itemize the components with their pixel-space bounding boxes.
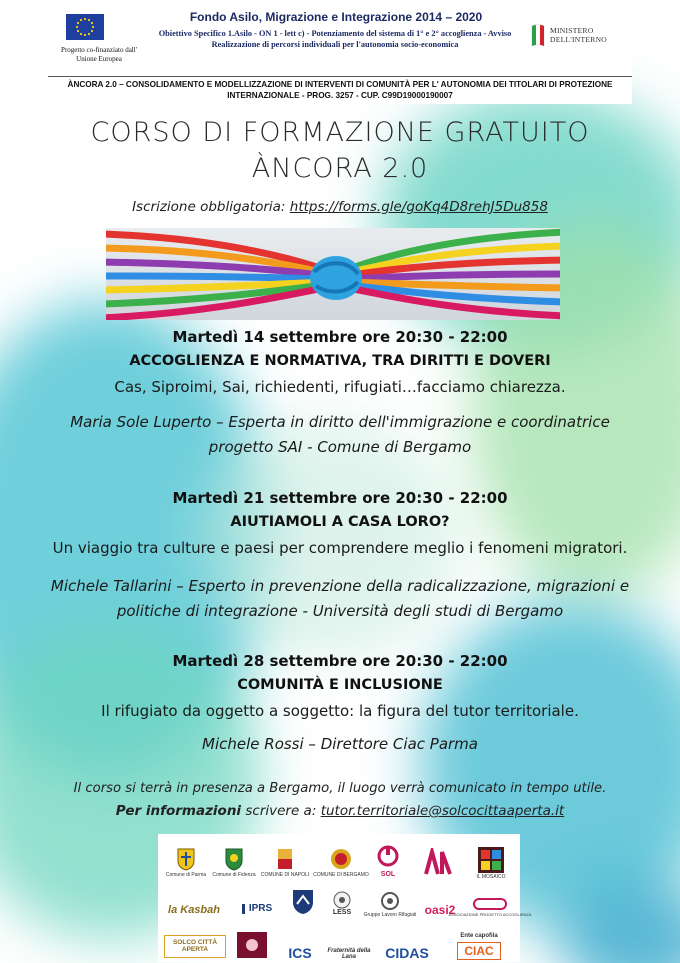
registration-line [0, 199, 680, 215]
italian-flag-icon [530, 22, 546, 48]
iprs-logo: IPRS [230, 886, 284, 914]
gruppo-lavoro-rifugiati-logo: Gruppo Lavoro Rifugiati [366, 884, 414, 918]
napoli-logo: COMUNE DI NAPOLI [262, 840, 308, 878]
rope-knot-image [106, 228, 560, 320]
cidas-logo: CIDAS [385, 945, 429, 961]
session-1-description: Cas, Siproimi, Sai, richiedenti, rifugiati…facciamo chiarezza. [114, 378, 566, 396]
contact-email-link[interactable]: tutor.territoriale@solcocittaaperta.it [320, 803, 565, 819]
session-2-title: AIUTIAMOLI A CASA LORO? [230, 514, 450, 530]
kasbah-logo: la Kasbah [168, 904, 220, 916]
ministero-label: MINISTERO DELL'INTERNO [550, 26, 608, 44]
parma-logo: Comune di Parma [166, 840, 206, 878]
course-subtitle: ÀNCORA 2.0 [251, 153, 429, 184]
registration-link[interactable]: https://forms.gle/goKq4D8rehJ5Du858 [289, 199, 548, 215]
info-text: scrivere a: [245, 803, 317, 819]
oasi2-logo: oasi2 [424, 903, 456, 917]
course-title: CORSO DI FORMAZIONE GRATUITO [90, 117, 590, 148]
shield-logo [288, 884, 318, 916]
less-logo: LESS [324, 884, 360, 916]
session-3-description: Il rifugiato da oggetto a soggetto: la figura del tutor territoriale. [101, 702, 579, 720]
session-2-description: Un viaggio tra culture e paesi per comprendere meglio i fenomeni migratori. [52, 539, 628, 557]
fondo-title: Fondo Asilo, Migrazione e Integrazione 2014 – 2020 [189, 10, 483, 24]
ciac-logo: Ente capofila CIAC [442, 924, 516, 960]
cofinanziato-text: Progetto co-finanziato dall' Unione Europea [61, 46, 137, 63]
info-line [0, 803, 680, 819]
session-3-speaker: Michele Rossi – Direttore Ciac Parma [202, 735, 478, 753]
coop-logo [232, 928, 272, 958]
mosaico-logo: IL MOSAICO [468, 840, 514, 880]
session-3-title: COMUNITÀ E INCLUSIONE [237, 677, 443, 693]
obiettivo-text: Obiettivo Specifico 1.Asilo - ON 1 - lett c) - Potenziamento del sistema di 1° e 2° accoglienza - Avviso Realizzazione di percorsi individuali per l'autonomia socio-economica [158, 29, 512, 49]
eu-flag-icon [66, 14, 104, 40]
header-divider [48, 76, 632, 77]
registration-label: Iscrizione obbligatoria: [132, 199, 286, 215]
session-3-date: Martedì 28 settembre ore 20:30 - 22:00 [172, 652, 508, 670]
session-2-speaker: Michele Tallarini – Esperto in prevenzione della radicalizzazione, migrazioni e politiche di integrazione - Università degli studi di Bergamo [50, 577, 630, 620]
lak-logo [420, 840, 454, 878]
fraternita-logo: Fraternità della Lana [327, 948, 371, 960]
partner-logos [158, 834, 532, 962]
session-1-speaker: Maria Sole Luperto – Esperta in diritto dell'immigrazione e coordinatrice progetto SAI - Comune di Bergamo [70, 413, 610, 456]
info-label: Per informazioni [115, 803, 242, 819]
solco-citta-aperta-logo: SOLCO CITTÀ APERTA [164, 928, 226, 958]
fidenza-logo: Comune di Fidenza [214, 840, 254, 878]
progetto-text: ÀNCORA 2.0 – CONSOLIDAMENTO E MODELLIZZAZIONE DI INTERVENTI DI COMUNITÀ PER L' AUTONOMIA DEI TITOLARI DI PROTEZIONE INTERNAZIONALE - PROG. 3257 - CUP. C99D19000190007 [67, 80, 613, 100]
sol-logo: SOL [372, 840, 404, 878]
progetto-accoglienza-logo: ASSOCIAZIONE PROGETTO ACCOGLIENZA [462, 884, 518, 918]
session-2-date: Martedì 21 settembre ore 20:30 - 22:00 [172, 489, 508, 507]
ics-logo: ICS [288, 945, 312, 961]
session-1-date: Martedì 14 settembre ore 20:30 - 22:00 [172, 328, 508, 346]
funding-header [48, 4, 632, 104]
session-1-title: ACCOGLIENZA E NORMATIVA, TRA DIRITTI E DOVERI [129, 353, 551, 369]
bergamo-logo: COMUNE DI BERGAMO [318, 840, 364, 878]
venue-note: Il corso si terrà in presenza a Bergamo, il luogo verrà comunicato in tempo utile. [73, 781, 607, 796]
